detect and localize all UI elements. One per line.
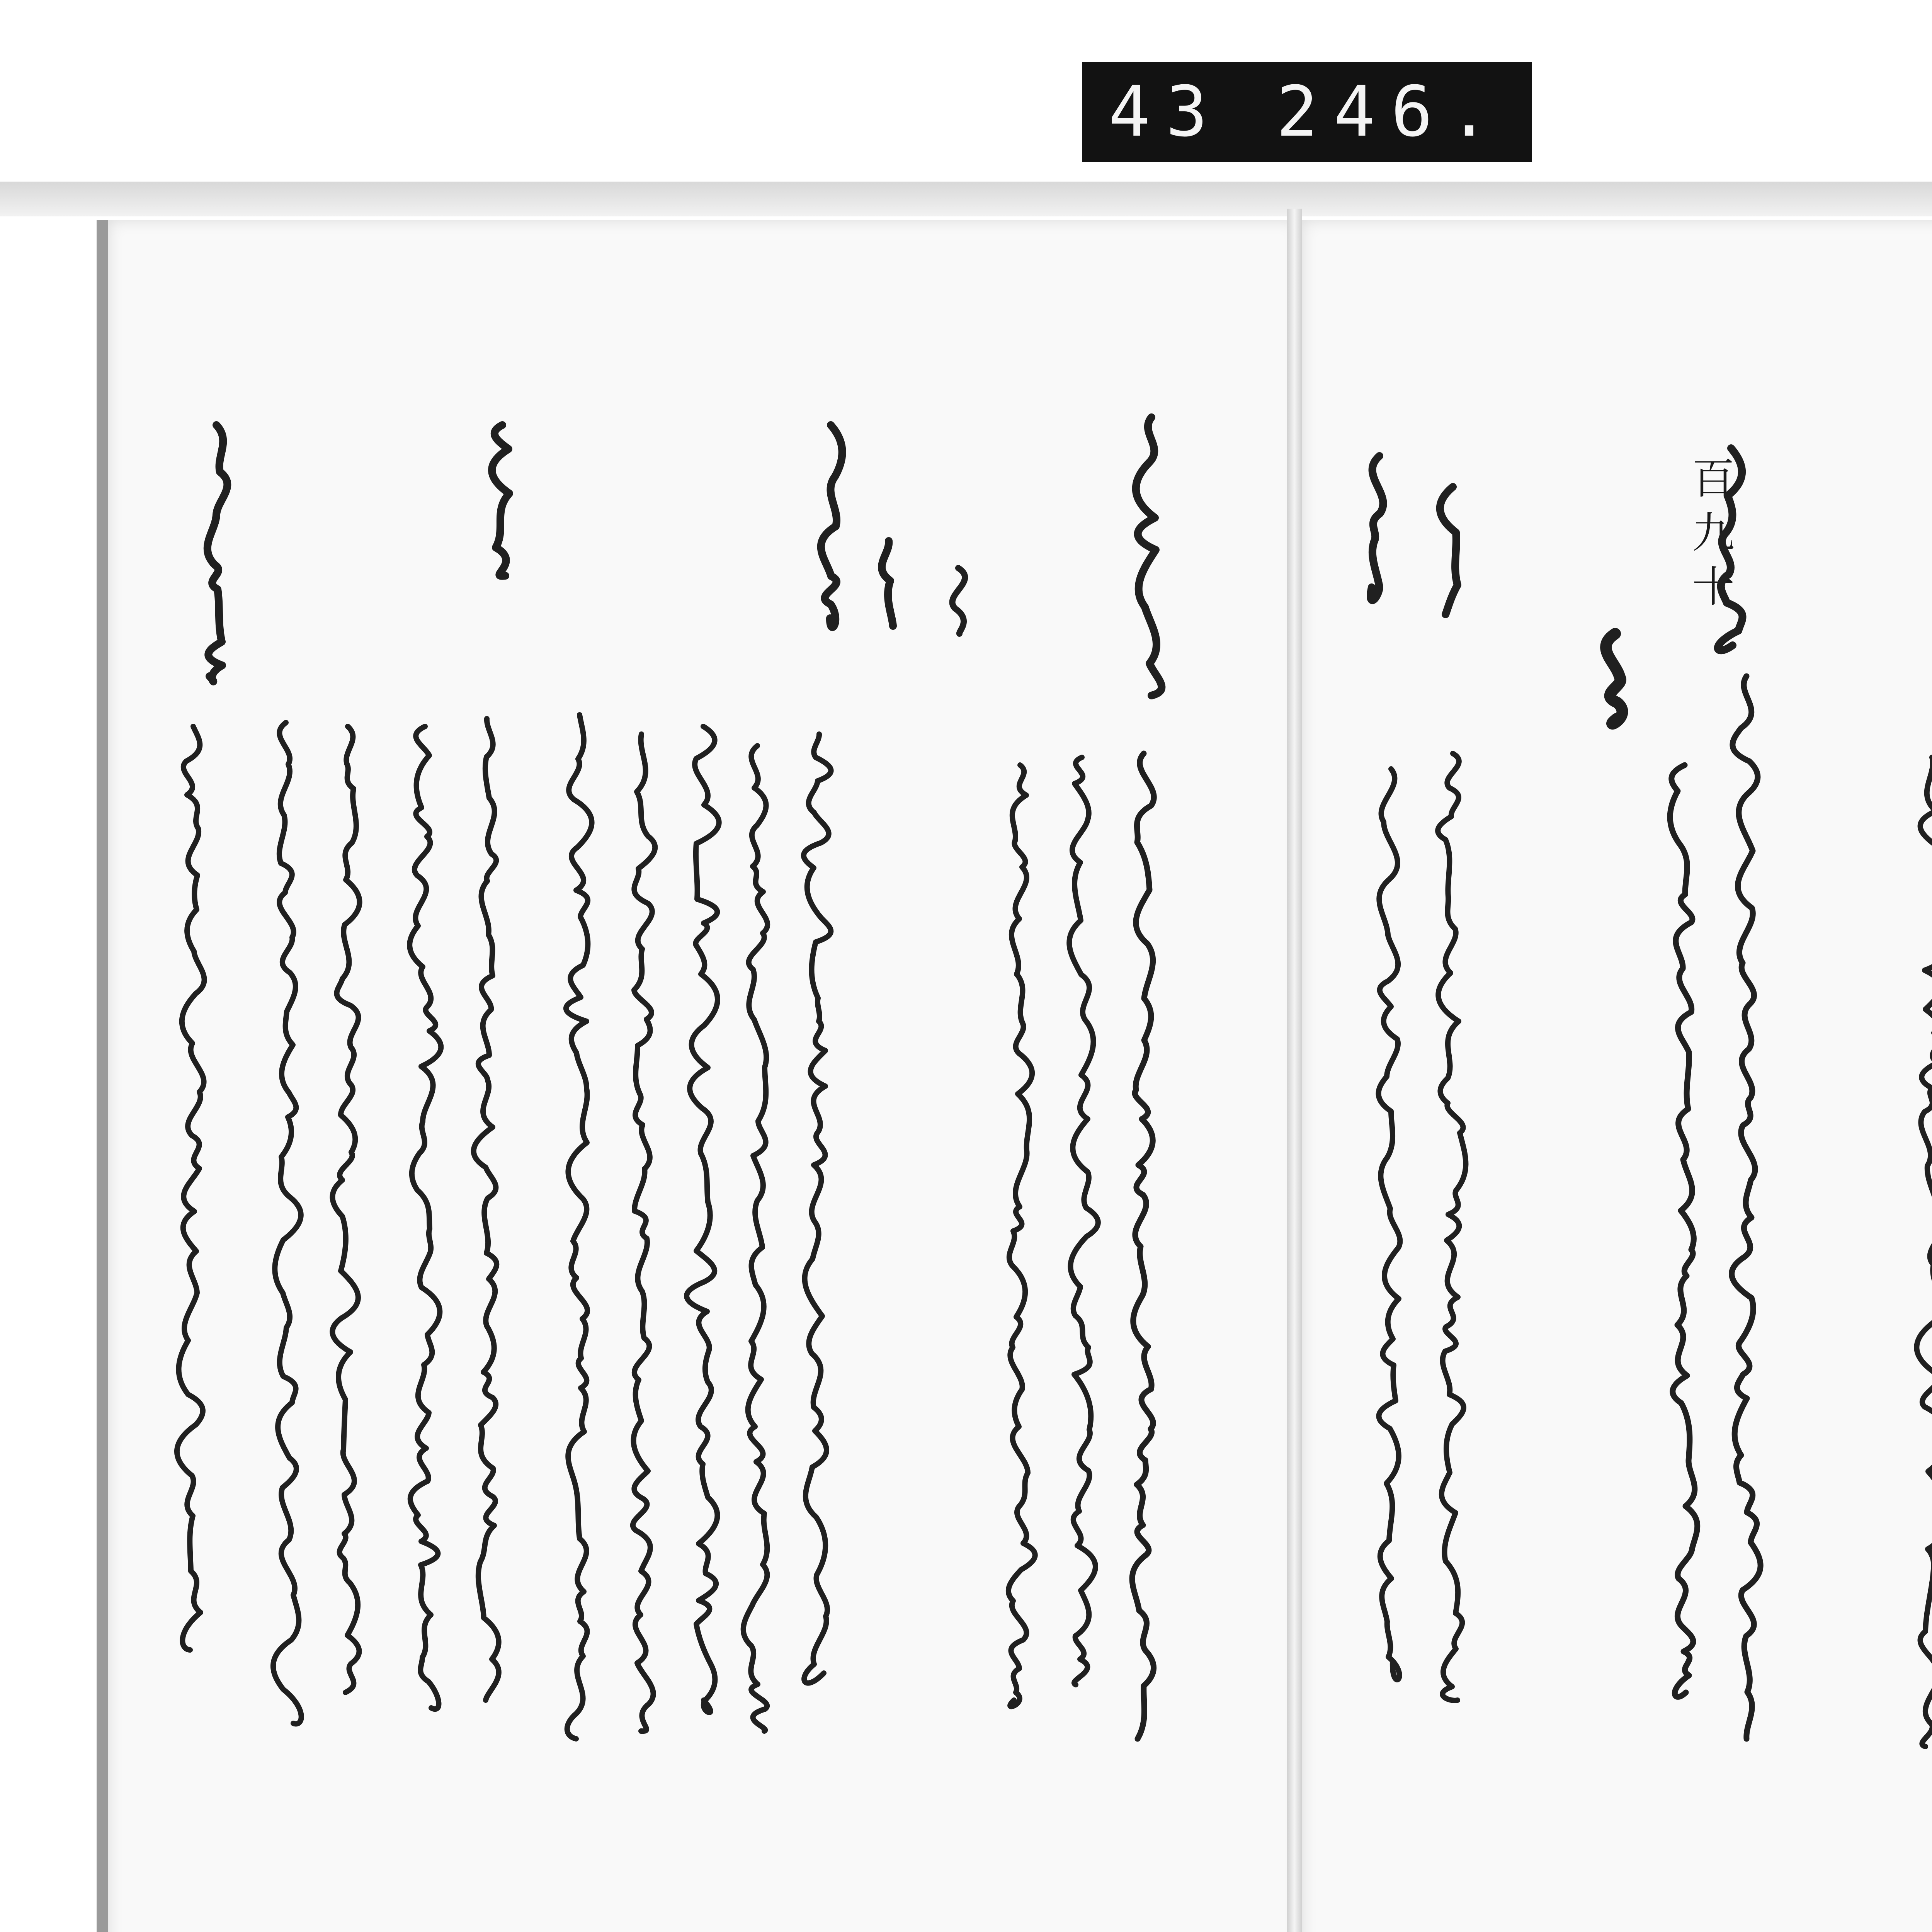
calligraphy-column-30	[566, 715, 592, 1739]
calligraphy-column-18	[1371, 456, 1383, 600]
calligraphy-column-19	[1136, 417, 1162, 696]
catalog-number-left: 43	[1108, 71, 1223, 152]
calligraphy-column-12	[1438, 753, 1466, 1701]
calligraphy-column-36	[207, 425, 228, 682]
calligraphy-column-31	[492, 425, 509, 576]
calligraphy-column-20	[1132, 753, 1154, 1739]
calligraphy-column-26	[804, 734, 831, 1683]
calligraphy-column-9	[1917, 757, 1932, 1747]
calligraphy-column-25	[821, 425, 842, 627]
calligraphy-column-17	[1440, 487, 1458, 614]
calligraphy-column-34	[332, 726, 359, 1692]
calligraphy-column-24	[882, 541, 893, 626]
calligraphy-column-29	[633, 734, 655, 1731]
calligraphy-column-13	[1378, 769, 1400, 1680]
calligraphy-column-21	[1069, 757, 1098, 1685]
calligraphy-column-11	[1670, 765, 1697, 1697]
calligraphy-column-37	[177, 726, 204, 1650]
calligraphy-column-27	[743, 746, 768, 1731]
calligraphy-column-10	[1732, 676, 1760, 1739]
calligraphy-column-28	[687, 726, 719, 1713]
catalog-number-right: 246.	[1276, 71, 1506, 152]
calligraphy-column-35	[273, 723, 301, 1724]
calligraphy-column-33	[410, 726, 441, 1709]
calligraphy-column-16	[1606, 634, 1622, 724]
calligraphy-column-15	[1718, 448, 1743, 650]
calligraphy-column-32	[474, 719, 499, 1700]
section-number: 百九十	[1685, 456, 1735, 618]
calligraphy-column-23	[952, 568, 965, 634]
calligraphy-column-22	[1009, 765, 1035, 1706]
